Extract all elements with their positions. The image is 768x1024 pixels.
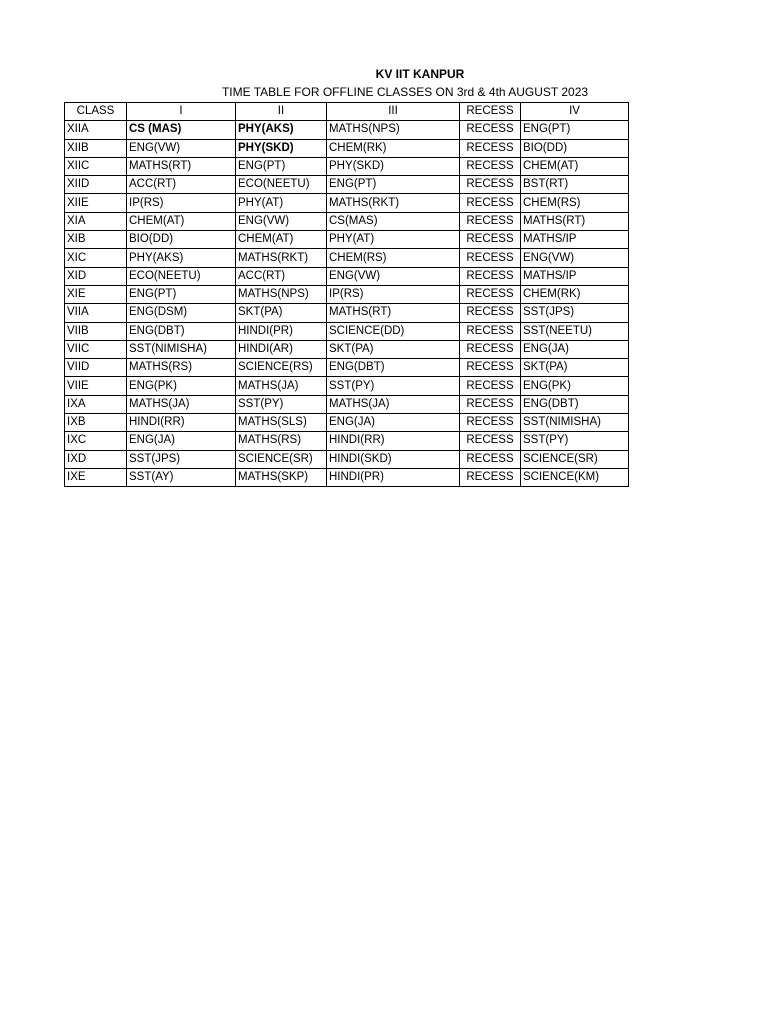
period-4-cell: BST(RT) bbox=[521, 176, 629, 194]
table-row bbox=[65, 322, 629, 340]
period-2-cell: ENG(VW) bbox=[236, 212, 327, 230]
class-cell: XIB bbox=[65, 231, 127, 249]
period-2-cell: MATHS(SLS) bbox=[236, 414, 327, 432]
period-1-cell: PHY(AKS) bbox=[127, 249, 236, 267]
recess-cell: RECESS bbox=[460, 322, 521, 340]
recess-cell: RECESS bbox=[460, 359, 521, 377]
period-1-cell: CHEM(AT) bbox=[127, 212, 236, 230]
period-4-cell: ENG(JA) bbox=[521, 340, 629, 358]
class-cell: XIA bbox=[65, 212, 127, 230]
period-3-cell: MATHS(JA) bbox=[327, 395, 460, 413]
period-4-cell: ENG(VW) bbox=[521, 249, 629, 267]
period-1-cell: ENG(VW) bbox=[127, 139, 236, 157]
period-1-cell: ENG(DBT) bbox=[127, 322, 236, 340]
period-1-cell: MATHS(RS) bbox=[127, 359, 236, 377]
period-2-cell: HINDI(AR) bbox=[236, 340, 327, 358]
table-row bbox=[65, 139, 629, 157]
period-2-cell: CHEM(AT) bbox=[236, 231, 327, 249]
period-3-cell: HINDI(PR) bbox=[327, 468, 460, 486]
period-1-cell: MATHS(JA) bbox=[127, 395, 236, 413]
period-3-cell: CHEM(RS) bbox=[327, 249, 460, 267]
period-1-cell: BIO(DD) bbox=[127, 231, 236, 249]
period-4-cell: CHEM(RK) bbox=[521, 285, 629, 303]
recess-cell: RECESS bbox=[460, 377, 521, 395]
table-row bbox=[65, 194, 629, 212]
class-cell: XIIC bbox=[65, 157, 127, 175]
period-3-cell: PHY(AT) bbox=[327, 231, 460, 249]
period-2-cell: MATHS(NPS) bbox=[236, 285, 327, 303]
period-2-cell: MATHS(JA) bbox=[236, 377, 327, 395]
period-1-cell: MATHS(RT) bbox=[127, 157, 236, 175]
table-row bbox=[65, 377, 629, 395]
class-cell: XIIB bbox=[65, 139, 127, 157]
table-row bbox=[65, 414, 629, 432]
period-2-cell: SST(PY) bbox=[236, 395, 327, 413]
period-4-cell: SCIENCE(KM) bbox=[521, 468, 629, 486]
recess-cell: RECESS bbox=[460, 212, 521, 230]
period-3-cell: SKT(PA) bbox=[327, 340, 460, 358]
period-3-cell: SST(PY) bbox=[327, 377, 460, 395]
recess-cell: RECESS bbox=[460, 432, 521, 450]
class-cell: XIE bbox=[65, 285, 127, 303]
column-header-period-3: III bbox=[327, 103, 460, 121]
period-3-cell: MATHS(NPS) bbox=[327, 121, 460, 139]
table-row bbox=[65, 432, 629, 450]
class-cell: IXB bbox=[65, 414, 127, 432]
period-1-cell: ENG(JA) bbox=[127, 432, 236, 450]
recess-cell: RECESS bbox=[460, 194, 521, 212]
period-2-cell: SKT(PA) bbox=[236, 304, 327, 322]
column-header-period-1: I bbox=[127, 103, 236, 121]
period-4-cell: SCIENCE(SR) bbox=[521, 450, 629, 468]
period-3-cell: ENG(JA) bbox=[327, 414, 460, 432]
period-4-cell: MATHS/IP bbox=[521, 231, 629, 249]
header-row bbox=[65, 103, 629, 121]
class-cell: VIIC bbox=[65, 340, 127, 358]
recess-cell: RECESS bbox=[460, 121, 521, 139]
period-2-cell: HINDI(PR) bbox=[236, 322, 327, 340]
period-3-cell: PHY(SKD) bbox=[327, 157, 460, 175]
period-2-cell: SCIENCE(SR) bbox=[236, 450, 327, 468]
table-row bbox=[65, 285, 629, 303]
period-3-cell: MATHS(RKT) bbox=[327, 194, 460, 212]
class-cell: IXA bbox=[65, 395, 127, 413]
column-header-recess: RECESS bbox=[460, 103, 521, 121]
column-header-period-2: II bbox=[236, 103, 327, 121]
column-header-period-4: IV bbox=[521, 103, 629, 121]
period-2-cell: MATHS(SKP) bbox=[236, 468, 327, 486]
timetable bbox=[64, 102, 629, 487]
period-1-cell: CS (MAS) bbox=[127, 121, 236, 139]
class-cell: VIIB bbox=[65, 322, 127, 340]
recess-cell: RECESS bbox=[460, 267, 521, 285]
period-3-cell: CHEM(RK) bbox=[327, 139, 460, 157]
period-4-cell: BIO(DD) bbox=[521, 139, 629, 157]
class-cell: XID bbox=[65, 267, 127, 285]
period-4-cell: ENG(PT) bbox=[521, 121, 629, 139]
recess-cell: RECESS bbox=[460, 157, 521, 175]
table-row bbox=[65, 395, 629, 413]
period-1-cell: ACC(RT) bbox=[127, 176, 236, 194]
period-1-cell: ENG(DSM) bbox=[127, 304, 236, 322]
recess-cell: RECESS bbox=[460, 139, 521, 157]
period-4-cell: SST(PY) bbox=[521, 432, 629, 450]
recess-cell: RECESS bbox=[460, 340, 521, 358]
timetable-subtitle: TIME TABLE FOR OFFLINE CLASSES ON 3rd & 4th AUGUST 2023 bbox=[221, 85, 589, 99]
period-2-cell: PHY(AT) bbox=[236, 194, 327, 212]
period-3-cell: SCIENCE(DD) bbox=[327, 322, 460, 340]
period-1-cell: SST(AY) bbox=[127, 468, 236, 486]
recess-cell: RECESS bbox=[460, 304, 521, 322]
period-2-cell: ECO(NEETU) bbox=[236, 176, 327, 194]
recess-cell: RECESS bbox=[460, 231, 521, 249]
class-cell: IXD bbox=[65, 450, 127, 468]
class-cell: VIID bbox=[65, 359, 127, 377]
period-1-cell: HINDI(RR) bbox=[127, 414, 236, 432]
period-1-cell: ECO(NEETU) bbox=[127, 267, 236, 285]
class-cell: XIIE bbox=[65, 194, 127, 212]
column-header-class: CLASS bbox=[65, 103, 127, 121]
class-cell: XIID bbox=[65, 176, 127, 194]
class-cell: IXC bbox=[65, 432, 127, 450]
recess-cell: RECESS bbox=[460, 450, 521, 468]
period-4-cell: SST(NIMISHA) bbox=[521, 414, 629, 432]
period-2-cell: PHY(AKS) bbox=[236, 121, 327, 139]
period-1-cell: SST(JPS) bbox=[127, 450, 236, 468]
period-4-cell: ENG(PK) bbox=[521, 377, 629, 395]
class-cell: VIIA bbox=[65, 304, 127, 322]
period-3-cell: IP(RS) bbox=[327, 285, 460, 303]
period-3-cell: HINDI(RR) bbox=[327, 432, 460, 450]
period-3-cell: HINDI(SKD) bbox=[327, 450, 460, 468]
period-2-cell: SCIENCE(RS) bbox=[236, 359, 327, 377]
recess-cell: RECESS bbox=[460, 395, 521, 413]
school-title: KV IIT KANPUR bbox=[375, 67, 465, 81]
table-row bbox=[65, 231, 629, 249]
table-row bbox=[65, 450, 629, 468]
period-4-cell: SST(JPS) bbox=[521, 304, 629, 322]
recess-cell: RECESS bbox=[460, 285, 521, 303]
period-4-cell: ENG(DBT) bbox=[521, 395, 629, 413]
period-1-cell: IP(RS) bbox=[127, 194, 236, 212]
class-cell: XIIA bbox=[65, 121, 127, 139]
table-row bbox=[65, 157, 629, 175]
class-cell: XIC bbox=[65, 249, 127, 267]
recess-cell: RECESS bbox=[460, 414, 521, 432]
period-3-cell: ENG(DBT) bbox=[327, 359, 460, 377]
class-cell: IXE bbox=[65, 468, 127, 486]
period-2-cell: MATHS(RS) bbox=[236, 432, 327, 450]
period-3-cell: ENG(VW) bbox=[327, 267, 460, 285]
period-2-cell: ENG(PT) bbox=[236, 157, 327, 175]
table-row bbox=[65, 249, 629, 267]
table-row bbox=[65, 340, 629, 358]
table-row bbox=[65, 468, 629, 486]
period-4-cell: SKT(PA) bbox=[521, 359, 629, 377]
period-2-cell: PHY(SKD) bbox=[236, 139, 327, 157]
period-4-cell: SST(NEETU) bbox=[521, 322, 629, 340]
period-1-cell: ENG(PT) bbox=[127, 285, 236, 303]
period-4-cell: CHEM(AT) bbox=[521, 157, 629, 175]
recess-cell: RECESS bbox=[460, 249, 521, 267]
table-row bbox=[65, 121, 629, 139]
period-1-cell: SST(NIMISHA) bbox=[127, 340, 236, 358]
period-3-cell: CS(MAS) bbox=[327, 212, 460, 230]
period-4-cell: CHEM(RS) bbox=[521, 194, 629, 212]
period-2-cell: ACC(RT) bbox=[236, 267, 327, 285]
period-3-cell: ENG(PT) bbox=[327, 176, 460, 194]
period-4-cell: MATHS/IP bbox=[521, 267, 629, 285]
recess-cell: RECESS bbox=[460, 176, 521, 194]
period-2-cell: MATHS(RKT) bbox=[236, 249, 327, 267]
period-4-cell: MATHS(RT) bbox=[521, 212, 629, 230]
table-row bbox=[65, 359, 629, 377]
period-3-cell: MATHS(RT) bbox=[327, 304, 460, 322]
period-1-cell: ENG(PK) bbox=[127, 377, 236, 395]
table-row bbox=[65, 176, 629, 194]
table-row bbox=[65, 304, 629, 322]
recess-cell: RECESS bbox=[460, 468, 521, 486]
table-row bbox=[65, 267, 629, 285]
class-cell: VIIE bbox=[65, 377, 127, 395]
table-row bbox=[65, 212, 629, 230]
